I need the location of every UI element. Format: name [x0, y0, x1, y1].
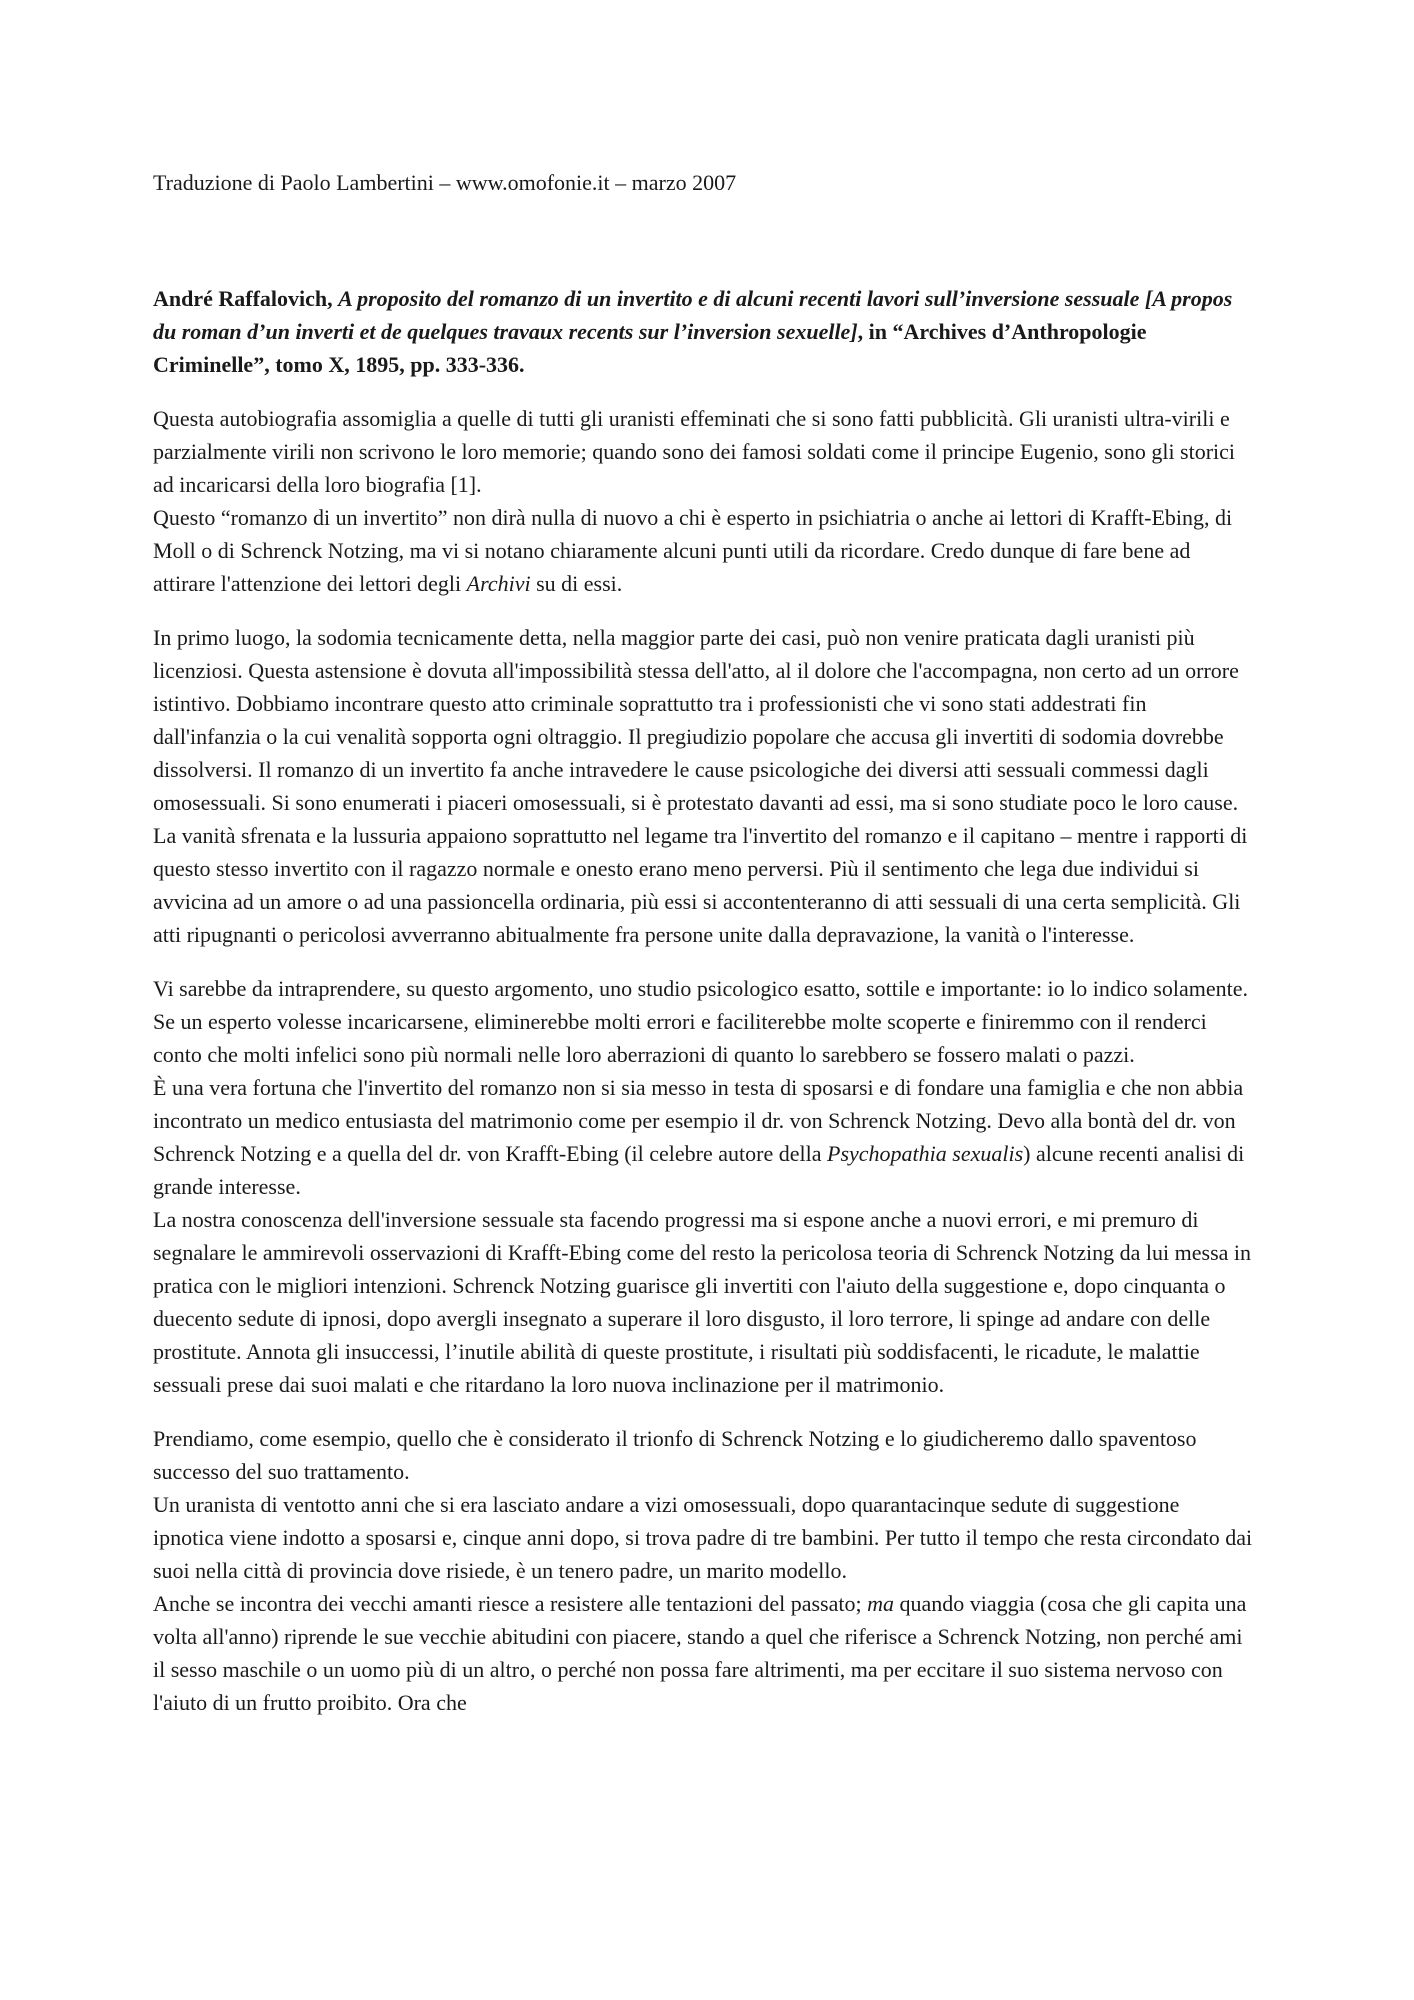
article-citation	[153, 282, 1254, 381]
text-line: È una vera fortuna che l'invertito del romanzo non si sia messo in testa di sposarsi e di fondare una famiglia e che non abbia incontrato un medico entusiasta del matrimonio come per esempio il dr. von Schrenck Notzing. Devo alla bontà del dr. von Schrenck Notzing e a quella del dr. von Krafft-Ebing (il celebre autore della Psychopathia sexualis) alcune recenti analisi di grande interesse.	[153, 1075, 1245, 1199]
text-line: In primo luogo, la sodomia tecnicamente detta, nella maggior parte dei casi, può non venire praticata dagli uranisti più licenziosi. Questa astensione è dovuta all'impossibilità stessa dell'atto, al il dolore che l'accompagna, non certo ad un orrore istintivo. Dobbiamo incontrare questo atto criminale soprattutto tra i professionisti che vi sono stati addestrati fin dall'infanzia o la cui venalità sopporta ogni oltraggio. Il pregiudizio popolare che accusa gli invertiti di sodomia dovrebbe dissolversi. Il romanzo di un invertito fa anche intravedere le cause psicologiche dei diversi atti sessuali commessi dagli omosessuali. Si sono enumerati i piaceri omosessuali, si è protestato davanti ad essi, ma si sono studiate poco le loro cause. La vanità sfrenata e la lussuria appaiono soprattutto nel legame tra l'invertito del romanzo e il capitano – mentre i rapporti di questo stesso invertito con il ragazzo normale e onesto erano meno perversi. Più il sentimento che lega due individui si avvicina ad un amore o ad una passioncella ordinaria, più essi si accontenteranno di atti sessuali di una certa semplicità. Gli atti ripugnanti o pericolosi avverranno abitualmente fra persone unite dalla depravazione, la vanità o l'interesse.	[153, 625, 1248, 947]
paragraph-3	[153, 972, 1254, 1401]
text-line: Anche se incontra dei vecchi amanti riesce a resistere alle tentazioni del passato; ma quando viaggia (cosa che gli capita una volta all'anno) riprende le sue vecchie abitudini con piacere, stando a quel che riferisce a Schrenck Notzing, non perché ami il sesso maschile o un uomo più di un altro, o perché non possa fare altrimenti, ma per eccitare il suo sistema nervoso con l'aiuto di un frutto proibito. Ora che	[153, 1591, 1247, 1715]
citation-title: A proposito del romanzo di un invertito e di alcuni recenti lavori sull’inversione sessuale [A propos du roman d’un inverti et de quelques travaux recents sur l’inversion sexuelle]	[153, 286, 1233, 344]
paragraph-1	[153, 402, 1254, 600]
text-line: Questa autobiografia assomiglia a quelle di tutti gli uranisti effeminati che si sono fatti pubblicità. Gli uranisti ultra-virili e parzialmente virili non scrivono le loro memorie; quando sono dei famosi soldati come il principe Eugenio, sono gli storici ad incaricarsi della loro biografia [1].	[153, 406, 1236, 497]
italic-term: Psychopathia sexualis	[827, 1141, 1024, 1166]
citation-source: , in “Archives d’Anthropologie Criminelle”, tomo X, 1895, pp. 333-336.	[153, 319, 1147, 377]
italic-term: Archivi	[466, 571, 531, 596]
italic-term: ma	[867, 1591, 894, 1616]
paragraph-4	[153, 1422, 1254, 1719]
text-line: Prendiamo, come esempio, quello che è considerato il trionfo di Schrenck Notzing e lo giudicheremo dallo spaventoso successo del suo trattamento.	[153, 1426, 1197, 1484]
text-line: Questo “romanzo di un invertito” non dirà nulla di nuovo a chi è esperto in psichiatria o anche ai lettori di Krafft-Ebing, di Moll o di Schrenck Notzing, ma vi si notano chiaramente alcuni punti utili da ricordare. Credo dunque di fare bene ad attirare l'attenzione dei lettori degli Archivi su di essi.	[153, 505, 1233, 596]
paragraph-2	[153, 621, 1254, 951]
text-line: Un uranista di ventotto anni che si era lasciato andare a vizi omosessuali, dopo quarantacinque sedute di suggestione ipnotica viene indotto a sposarsi e, cinque anni dopo, si trova padre di tre bambini. Per tutto il tempo che resta circondato dai suoi nella città di provincia dove risiede, è un tenero padre, un marito modello.	[153, 1492, 1253, 1583]
translation-credit: Traduzione di Paolo Lambertini – www.omofonie.it – marzo 2007	[153, 170, 737, 195]
text-line: La nostra conoscenza dell'inversione sessuale sta facendo progressi ma si espone anche a nuovi errori, e mi premuro di segnalare le ammirevoli osservazioni di Krafft-Ebing come del resto la pericolosa teoria di Schrenck Notzing da lui messa in pratica con le migliori intenzioni. Schrenck Notzing guarisce gli invertiti con l'aiuto della suggestione e, dopo cinquanta o duecento sedute di ipnosi, dopo avergli insegnato a superare il loro disgusto, il loro terrore, li spinge ad andare con delle prostitute. Annota gli insuccessi, l’inutile abilità di queste prostitute, i risultati più soddisfacenti, le ricadute, le malattie sessuali prese dai suoi malati e che ritardano la loro nuova inclinazione per il matrimonio.	[153, 1207, 1252, 1397]
text-line: Vi sarebbe da intraprendere, su questo argomento, uno studio psicologico esatto, sottile e importante: io lo indico solamente. Se un esperto volesse incaricarsene, eliminerebbe molti errori e faciliterebbe molte scoperte e finiremmo con il renderci conto che molti infelici sono più normali nelle loro aberrazioni di quanto lo sarebbero se fossero malati o pazzi.	[153, 976, 1248, 1067]
citation-author: André Raffalovich,	[153, 286, 339, 311]
